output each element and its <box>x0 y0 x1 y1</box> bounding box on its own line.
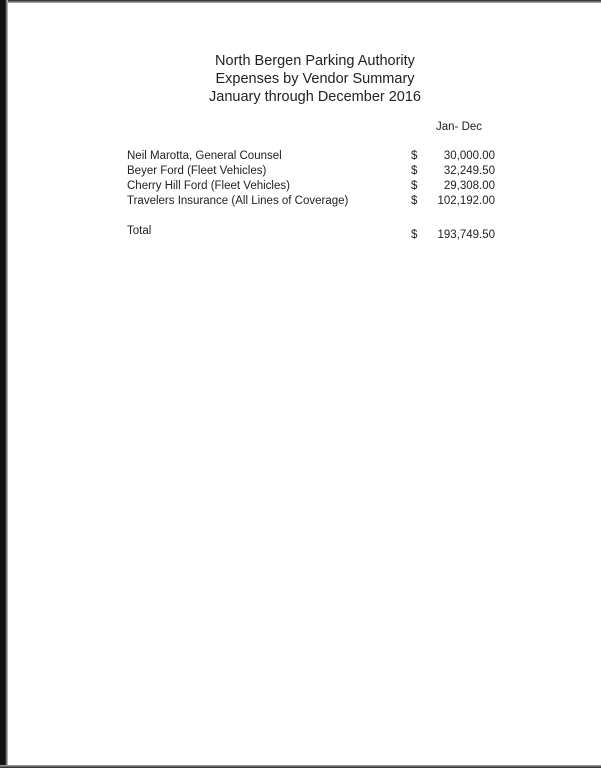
total-label: Total <box>127 225 152 237</box>
expense-amount: 30,000.00 <box>443 150 495 162</box>
expense-amount: 29,308.00 <box>443 180 495 192</box>
report-period: January through December 2016 <box>209 89 421 105</box>
currency-symbol: $ <box>411 229 418 241</box>
organization-name: North Bergen Parking Authority <box>215 53 415 69</box>
total-row <box>0 225 601 240</box>
table-row <box>0 180 601 195</box>
currency-symbol: $ <box>411 195 418 207</box>
currency-symbol: $ <box>411 150 418 162</box>
table-row <box>0 150 601 165</box>
scan-edge-top <box>0 0 601 3</box>
currency-symbol: $ <box>411 180 418 192</box>
vendor-name: Beyer Ford (Fleet Vehicles) <box>127 165 267 177</box>
expense-amount: 102,192.00 <box>437 195 495 207</box>
column-header-period: Jan- Dec <box>436 121 483 133</box>
vendor-name: Travelers Insurance (All Lines of Coverage) <box>127 195 349 207</box>
vendor-name: Cherry Hill Ford (Fleet Vehicles) <box>127 180 290 192</box>
report-header <box>0 52 601 106</box>
expense-amount: 32,249.50 <box>443 165 495 177</box>
report-title: Expenses by Vendor Summary <box>215 71 415 87</box>
table-row <box>0 165 601 180</box>
total-amount: 193,749.50 <box>437 229 495 241</box>
currency-symbol: $ <box>411 165 418 177</box>
scan-edge-left <box>0 0 8 768</box>
table-row <box>0 195 601 210</box>
vendor-name: Neil Marotta, General Counsel <box>127 150 282 162</box>
